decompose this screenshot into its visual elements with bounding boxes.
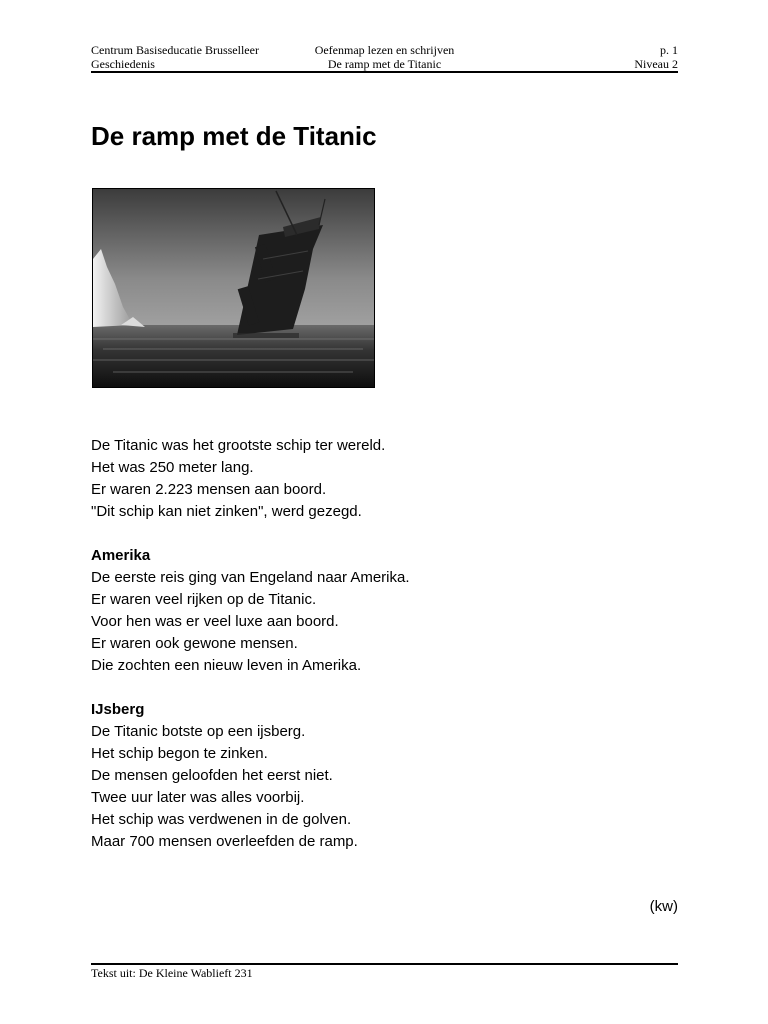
text-line: Voor hen was er veel luxe aan boord.	[91, 613, 339, 630]
header-course: Oefenmap lezen en schrijven	[314, 43, 455, 57]
header-subject: Geschiedenis	[91, 57, 155, 71]
header-rule	[91, 71, 678, 73]
titanic-photo	[92, 188, 375, 388]
text-line: Er waren veel rijken op de Titanic.	[91, 591, 317, 608]
header-organisation: Centrum Basiseducatie Brusselleer	[91, 43, 259, 57]
section-ijsberg	[91, 699, 678, 853]
text-line: De eerste reis ging van Engeland naar Amerika.	[91, 569, 410, 586]
text-line: De mensen geloofden het eerst niet.	[91, 767, 333, 784]
section-amerika	[91, 545, 678, 677]
header-document-title: De ramp met de Titanic	[327, 57, 442, 71]
text-line: Twee uur later was alles voorbij.	[91, 789, 305, 806]
author-credit: (kw)	[649, 898, 678, 915]
section-heading: IJsberg	[91, 701, 145, 718]
intro-paragraph	[91, 435, 678, 523]
page-header	[91, 43, 678, 71]
header-level: Niveau 2	[634, 57, 678, 71]
text-line: Het schip was verdwenen in de golven.	[91, 811, 352, 828]
page-title: De ramp met de Titanic	[91, 121, 377, 151]
text-line: Het was 250 meter lang.	[91, 459, 254, 476]
text-line: Maar 700 mensen overleefden de ramp.	[91, 833, 358, 850]
section-heading: Amerika	[91, 547, 151, 564]
text-line: Er waren ook gewone mensen.	[91, 635, 298, 652]
text-line: "Dit schip kan niet zinken", werd gezegd.	[91, 503, 362, 520]
header-page-number: p. 1	[660, 43, 678, 57]
article-body	[91, 435, 678, 853]
text-line: Het schip begon te zinken.	[91, 745, 268, 762]
footer-rule	[91, 963, 678, 965]
text-line: Die zochten een nieuw leven in Amerika.	[91, 657, 362, 674]
page-footer: Tekst uit: De Kleine Wablieft 231	[91, 966, 253, 980]
text-line: De Titanic was het grootste schip ter wereld.	[91, 437, 386, 454]
sinking-ship-photo-icon	[93, 189, 375, 388]
text-line: De Titanic botste op een ijsberg.	[91, 723, 306, 740]
text-line: Er waren 2.223 mensen aan boord.	[91, 481, 327, 498]
